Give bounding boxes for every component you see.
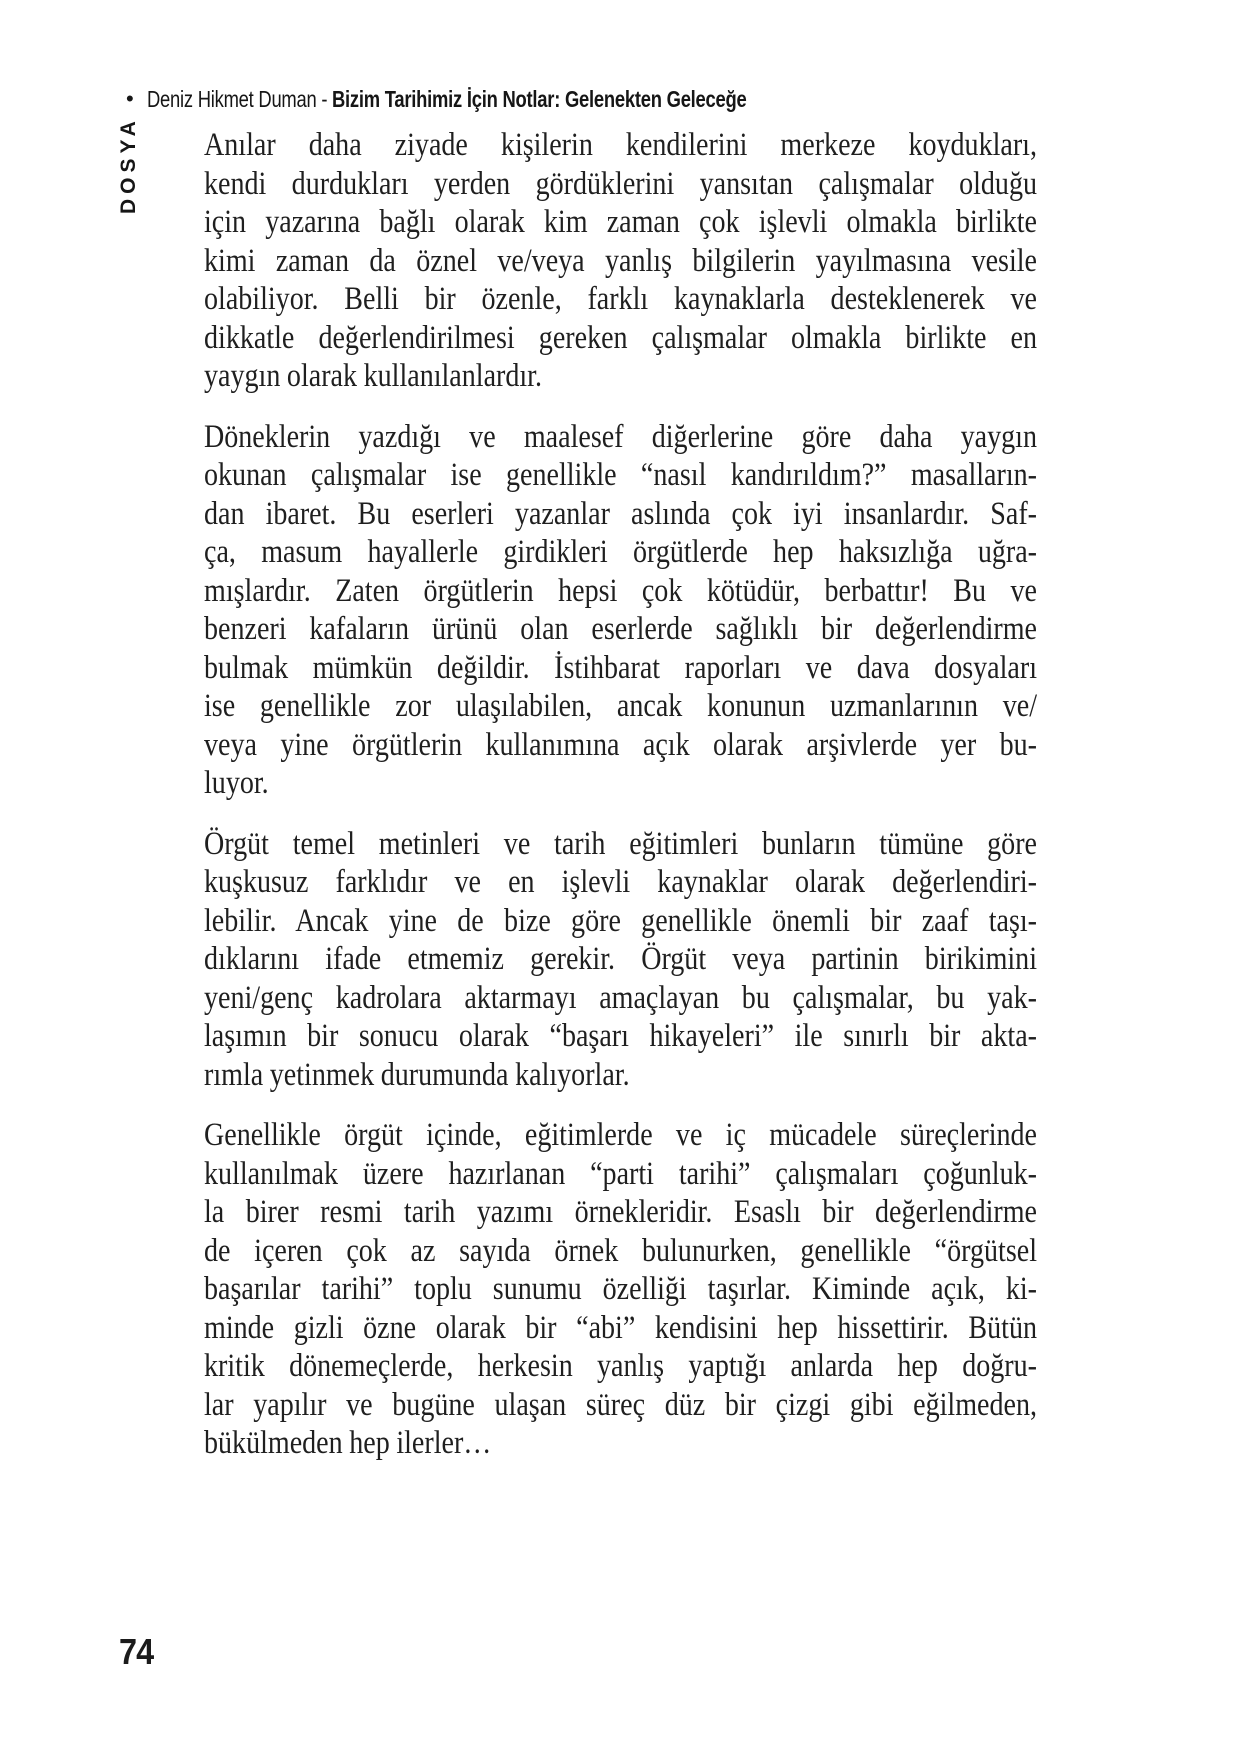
text-line: benzeri kafaların ürünü olan eserlerde sağlıklı bir değerlendirme [204, 611, 1037, 647]
text-line: yeni/genç kadrolara aktarmayı amaçlayan bu çalışmalar, bu yak- [204, 979, 1037, 1016]
text-line: dikkatle değerlendirilmesi gereken çalışmalar olmakla birlikte en [204, 319, 1037, 356]
text-line: ça, masum hayallerle girdikleri örgütlerde hep haksızlığa uğra- [204, 534, 1037, 570]
running-header [126, 86, 896, 112]
text-line: lebilir. Ancak yine de bize göre genellikle önemli bir zaaf taşı- [204, 902, 1037, 939]
text-line: minde gizli özne olarak bir “abi” kendisini hep hissettirir. Bütün [204, 1309, 1037, 1346]
text-line: de içeren çok az sayıda örnek bulunurken, genellikle “örgütsel [204, 1232, 1037, 1269]
text-line: dan ibaret. Bu eserleri yazanlar aslında çok iyi insanlardır. Saf- [204, 495, 1037, 532]
text-line: kimi zaman da öznel ve/veya yanlış bilgilerin yayılmasına vesile [204, 242, 1037, 279]
text-line: kuşkusuz farklıdır ve en işlevli kaynaklar olarak değerlendiri- [204, 864, 1037, 900]
text-line: laşımın bir sonucu olarak “başarı hikayeleri” ile sınırlı bir akta- [204, 1018, 1037, 1054]
text-line: için yazarına bağlı olarak kim zaman çok işlevli olmakla birlikte [204, 204, 1037, 240]
text-line: veya yine örgütlerin kullanımına açık olarak arşivlerde yer bu- [204, 726, 1037, 763]
text-line: bükülmeden hep ilerler… [204, 1425, 492, 1461]
header-separator: - [321, 86, 327, 112]
text-line: la birer resmi tarih yazımı örnekleridir. Esaslı bir değerlendirme [204, 1194, 1037, 1230]
page-number: 74 [119, 1631, 154, 1672]
paragraph [204, 1116, 1037, 1463]
text-line: kullanılmak üzere hazırlanan “parti tarihi” çalışmaları çoğunluk- [204, 1155, 1037, 1192]
text-line: lar yapılır ve bugüne ulaşan süreç düz bir çizgi gibi eğilmeden, [204, 1386, 1037, 1423]
text-line: Anılar daha ziyade kişilerin kendilerini merkeze koydukları, [204, 127, 1037, 163]
body-text [204, 126, 1037, 1485]
text-line: mışlardır. Zaten örgütlerin hepsi çok kötüdür, berbattır! Bu ve [204, 572, 1037, 609]
text-line: Genellikle örgüt içinde, eğitimlerde ve iç mücadele süreçlerinde [204, 1117, 1037, 1153]
text-line: dıklarını ifade etmemiz gerekir. Örgüt veya partinin birikimini [204, 941, 1037, 977]
header-book-title: Bizim Tarihimiz İçin Notlar: Gelenekten Geleceğe [331, 86, 747, 112]
header-author: Deniz Hikmet Duman [146, 86, 317, 112]
text-line: Döneklerin yazdığı ve maalesef diğerlerine göre daha yaygın [204, 418, 1037, 455]
text-line: kritik dönemeçlerde, herkesin yanlış yaptığı anlarda hep doğru- [204, 1348, 1037, 1384]
text-line: rımla yetinmek durumunda kalıyorlar. [204, 1056, 630, 1093]
text-line: yaygın olarak kullanılanlardır. [204, 358, 542, 394]
paragraph [204, 418, 1037, 803]
text-line: okunan çalışmalar ise genellikle “nasıl kandırıldım?” masalların- [204, 457, 1037, 493]
bullet-icon: • [126, 86, 134, 111]
section-label-vertical: DOSYA [117, 116, 140, 214]
text-line: kendi durdukları yerden gördüklerini yansıtan çalışmalar olduğu [204, 165, 1037, 202]
text-line: başarılar tarihi” toplu sunumu özelliği taşırlar. Kiminde açık, ki- [204, 1271, 1037, 1307]
text-line: olabiliyor. Belli bir özenle, farklı kaynaklarla desteklenerek ve [204, 281, 1037, 317]
paragraph [204, 126, 1037, 396]
text-line: ise genellikle zor ulaşılabilen, ancak konunun uzmanlarının ve/ [204, 688, 1037, 724]
header-text [147, 86, 747, 112]
text-line: luyor. [204, 765, 269, 801]
paragraph [204, 825, 1037, 1095]
text-line: bulmak mümkün değildir. İstihbarat raporları ve dava dosyaları [204, 649, 1037, 686]
text-line: Örgüt temel metinleri ve tarih eğitimleri bunların tümüne göre [204, 825, 1037, 862]
